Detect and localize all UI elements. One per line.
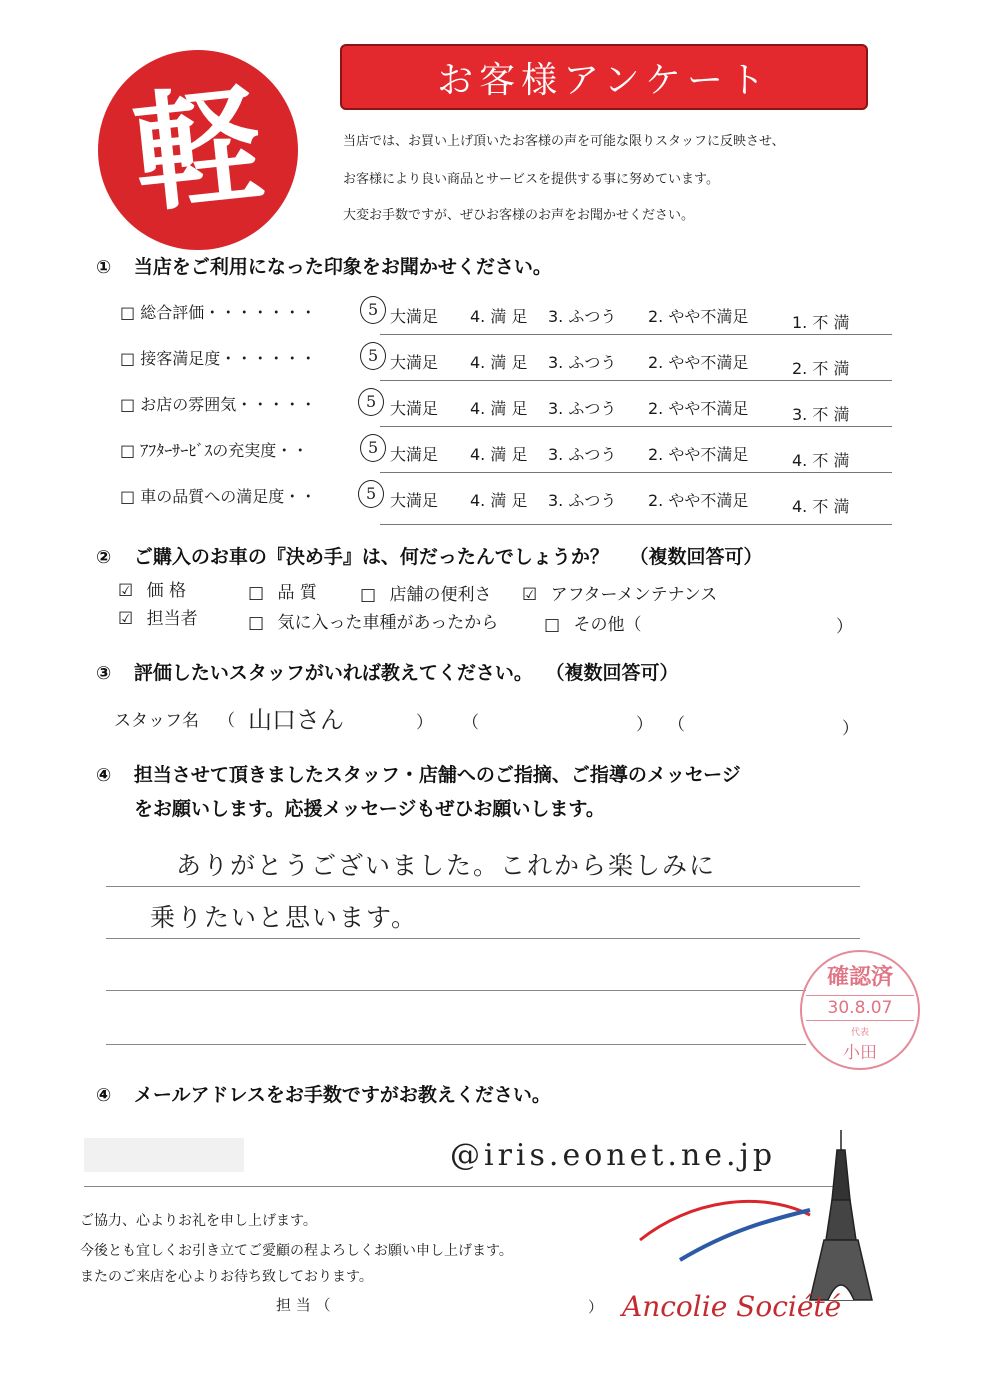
answer-line [106,938,860,939]
rating-option[interactable]: 2. やや不満足 [648,491,749,510]
rating-option[interactable]: 4. 満 足 [470,399,528,418]
row-divider [380,524,892,525]
option-label: アフターメンテナンス [550,585,718,605]
footer-line-1: ご協力、心よりお礼を申し上げます。 [80,1213,317,1229]
checkbox-mark: □ [544,615,561,635]
q1-number: ① [96,257,112,278]
option-label: 店舗の便利さ [389,585,492,605]
paren-open: （ [668,715,685,735]
redacted-email-user [84,1138,244,1172]
rating-option[interactable]: 2. やや不満足 [648,445,749,464]
rating-selected-value: 5 [368,438,379,457]
option-label: 価 格 [146,581,187,601]
q1-heading [96,252,552,279]
checkbox-mark: □ [360,585,377,605]
checkbox-quality[interactable] [248,578,317,603]
checkbox-mark: ☑ [118,581,134,601]
intro-line-2: お客様により良い商品とサービスを提供する事に努めています。 [343,172,719,187]
q5-heading [96,1080,551,1107]
rating-option[interactable]: 4. 不 満 [792,497,850,516]
rating-selected-value: 5 [368,346,379,365]
q4-title-line1: 担当させて頂きましたスタッフ・店舗へのご指摘、ご指導のメッセージ [133,764,741,786]
rating-option[interactable]: 3. 不 満 [792,405,850,424]
row-divider [380,426,892,427]
message-line-2[interactable]: 乗りたいと思います。 [150,903,419,932]
rating-option[interactable]: 4. 満 足 [470,353,528,372]
intro-line-1: 当店では、お買い上げ頂いたお客様の声を可能な限りスタッフに反映させ、 [343,134,785,149]
option-label: その他（ [573,615,642,635]
checkbox-mark: ☑ [522,585,538,605]
q2-number: ② [96,547,112,568]
footer-line-2: 今後とも宜しくお引き立てご愛顧の程よろしくお願い申し上げます。 [80,1243,513,1259]
rating-option[interactable]: 2. 不 満 [792,359,850,378]
answer-line [106,990,806,991]
checkbox-other[interactable] [544,610,641,635]
rating-option[interactable]: 3. ふつう [548,353,617,372]
q5-title: メールアドレスをお手数ですがお教えください。 [133,1084,551,1106]
paren-open: （ [462,713,479,733]
q3-number: ③ [96,663,112,684]
q4-number: ④ [96,765,112,786]
paren-close: ） [416,713,433,733]
rating-option[interactable]: 2. やや不満足 [648,353,749,372]
q2-title: ご購入のお車の『決め手』は、何だったんでしょうか？ [133,546,609,568]
q5-number: ④ [96,1085,112,1106]
approval-stamp [800,950,920,1070]
option-label: 品 質 [277,583,317,603]
rating-option[interactable]: 大満足 [390,399,439,418]
stamp-role: 代表 [850,1028,869,1038]
rating-selected-value: 5 [366,484,377,503]
blue-swoosh [680,1210,810,1260]
rating-option[interactable]: 4. 不 満 [792,451,850,470]
q3-note: （複数回答可） [545,662,679,684]
eiffel-tower-icon [810,1130,872,1300]
rating-option[interactable]: 大満足 [390,307,439,326]
q4-title-line2: をお願いします。応援メッセージもぜひお願いします。 [134,798,605,820]
q3-heading [96,658,679,685]
checkbox-mark: □ [248,583,265,603]
rating-option[interactable]: 大満足 [390,445,439,464]
checkbox-mark: □ [248,613,265,633]
rating-option[interactable]: 4. 満 足 [470,491,528,510]
tanto-label: 担 当 （ [276,1296,331,1314]
staff-name-label: スタッフ名 [114,711,199,731]
checkbox-convenience[interactable] [360,580,491,605]
rating-option[interactable]: 大満足 [390,353,439,372]
checkbox-aftercare[interactable] [522,580,717,605]
checkbox-price[interactable] [118,576,186,601]
option-label: 担当者 [146,609,198,629]
rating-option[interactable]: 3. ふつう [548,491,617,510]
brand-name: Ancolie Société [622,1290,842,1323]
stamp-date: 30.8.07 [806,995,914,1021]
rating-option[interactable]: 2. やや不満足 [648,307,749,326]
rating-label-atmosphere: □ お店の雰囲気・・・・・ [120,395,317,414]
tanto-close: ） [588,1298,604,1316]
rating-selected-value: 5 [366,392,377,411]
q4-heading [96,760,741,787]
stamp-name: 小田 [843,1043,877,1063]
q2-heading [96,542,763,569]
q3-title: 評価したいスタッフがいれば教えてください。 [133,662,533,684]
rating-label-overall: □ 総合評価・・・・・・・ [120,303,317,322]
intro-line-3: 大変お手数ですが、ぜひお客様のお声をお聞かせください。 [343,208,695,223]
row-divider [380,380,892,381]
paren-close: ） [842,719,859,739]
row-divider [380,472,892,473]
footer-line-3: またのご来店を心よりお待ち致しております。 [80,1269,373,1285]
rating-label-service: □ 接客満足度・・・・・・ [120,349,317,368]
rating-option[interactable]: 2. やや不満足 [648,399,749,418]
rating-option[interactable]: 大満足 [390,491,439,510]
rating-label-quality: □ 車の品質への満足度・・ [120,487,317,506]
checkbox-mark: ☑ [118,609,134,629]
email-domain[interactable]: @iris.eonet.ne.jp [450,1138,777,1173]
red-swoosh [640,1201,810,1240]
rating-option[interactable]: 3. ふつう [548,307,617,326]
option-label: 気に入った車種があったから [277,613,499,633]
paren-close: ） [636,715,653,735]
rating-option[interactable]: 1. 不 満 [792,313,850,332]
rating-option[interactable]: 4. 満 足 [470,307,528,326]
checkbox-staff[interactable] [118,604,198,629]
stamp-top: 確認済 [826,965,893,990]
survey-title: お客様アンケート [437,59,771,101]
rating-option[interactable]: 3. ふつう [548,445,617,464]
row-divider [380,334,892,335]
answer-line [106,1044,806,1045]
staff-name-value[interactable]: 山口さん [248,706,344,734]
checkbox-model[interactable] [248,608,498,633]
logo-emblem [98,50,298,250]
message-line-1[interactable]: ありがとうございました。これから楽しみに [176,851,717,880]
rating-option[interactable]: 4. 満 足 [470,445,528,464]
rating-option[interactable]: 3. ふつう [548,399,617,418]
rating-label-aftercare: □ ｱﾌﾀｰｻｰﾋﾞｽの充実度・・ [120,441,309,460]
q2-note: （複数回答可） [629,546,763,568]
survey-title-banner [340,44,868,110]
logo-character: 軽 [126,68,270,232]
q1-title: 当店をご利用になった印象をお聞かせください。 [133,256,552,278]
answer-line [106,886,860,887]
rating-selected-value: 5 [368,300,379,319]
paren-open: （ [218,711,235,731]
other-close-paren: ） [836,617,853,637]
